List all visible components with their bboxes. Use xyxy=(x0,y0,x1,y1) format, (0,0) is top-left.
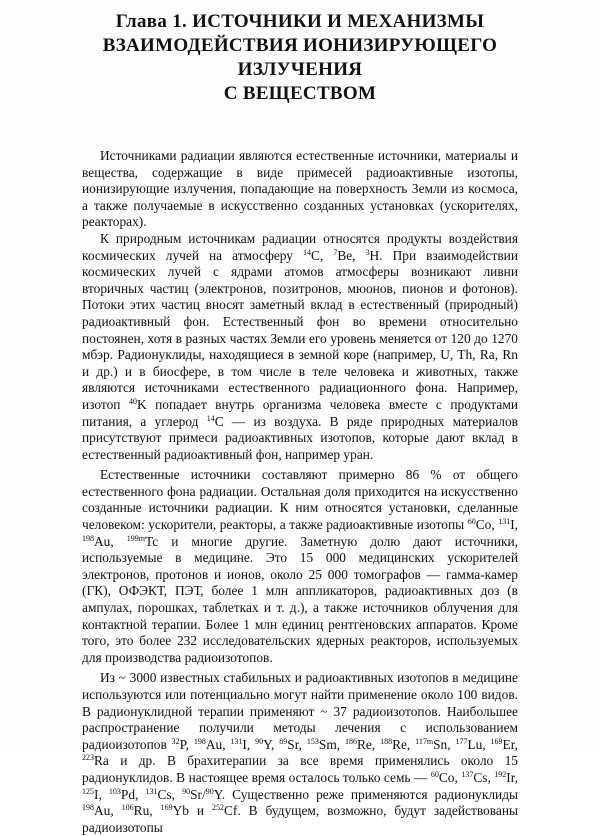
element-symbol: Y, xyxy=(263,736,280,752)
text-span: . В будущем, возможно, будут задействованы радиоизотопы xyxy=(82,803,518,835)
element-symbol: C, xyxy=(311,247,334,263)
mass-number: 131 xyxy=(498,517,511,527)
mass-number: 131 xyxy=(230,736,243,746)
element-symbol: I, xyxy=(510,517,518,533)
text-span: и др. В брахитерапии за все время применялись около 15 радионуклидов. В настоящее время осталось только семь — xyxy=(82,753,518,785)
element-symbol: Sr/ xyxy=(190,786,206,802)
mass-number: 198 xyxy=(82,533,94,543)
element-symbol: Sm, xyxy=(318,736,345,752)
mass-number: 131 xyxy=(145,786,158,796)
element-symbol: Co, xyxy=(438,769,462,785)
element-symbol: Au, xyxy=(94,533,127,549)
mass-number: 177 xyxy=(455,736,468,746)
element-symbol: Re, xyxy=(356,736,381,752)
mass-number: 3 xyxy=(365,247,370,257)
element-symbol: P, xyxy=(179,736,194,752)
element-symbol: Be, xyxy=(337,247,366,263)
element-symbol: Y xyxy=(213,786,222,802)
mass-number: 223 xyxy=(82,753,94,763)
element-symbol: I, xyxy=(94,786,109,802)
element-symbol: I, xyxy=(242,736,256,752)
element-symbol: Ra xyxy=(94,753,109,769)
mass-number: 103 xyxy=(108,786,121,796)
text-span: Естественные источники составляют примерно 86 % от общего естественного фона радиации. Остальная доля приходится на искусственно созданные источники радиации. К ним относятся установки, сделанные человеком: ускорители, реакторы, а также радиоактивные изотопы xyxy=(82,467,518,533)
chapter-title-part-1: ИСТОЧНИКИ И МЕХАНИЗМЫ xyxy=(192,11,485,32)
text-span: и многие другие. Заметную долю дают источники, используемые в медицине. Это 15 000 медицинских ускорителей электронов, протонов и ионов, около 25 000 томографов — гамма-камер (ГК), ОФЭКТ, ПЭТ, более 1 млн аппликаторов, радиоактивных доз (в ампулах, порошках, таблетках и т. д.), а также источников облучения для контактной терапии. Более 1 млн единиц рентгеновских аппаратов. Кроме того, это более 232 исследовательских ядерных реакторов, используемых для производства радиоизотопов. xyxy=(82,533,518,665)
chapter-heading xyxy=(60,10,540,106)
mass-number: 192 xyxy=(494,769,507,779)
mass-number: 90 xyxy=(182,786,191,796)
chapter-title-part-3: С ВЕЩЕСТВОМ xyxy=(223,83,377,104)
element-symbol: Pd, xyxy=(120,786,146,802)
element-symbol: Au, xyxy=(205,736,231,752)
element-symbol: Co, xyxy=(475,517,499,533)
paragraph-2 xyxy=(82,231,518,463)
element-symbol: Yb и xyxy=(172,803,212,819)
body-text xyxy=(82,148,518,836)
element-symbol: Ru, xyxy=(133,803,161,819)
paragraph-1 xyxy=(82,148,518,231)
mass-number: 198 xyxy=(82,803,94,813)
text-span: При взаимодействии космических лучей с ядрами атомов атмосферы возникают ливни вторичных частиц (электронов, позитронов, мюонов, пионов и фотонов). Потоки этих частиц вносят заметный вклад в естественный (природный) радиоактивный фон. Естественный фон во времени относительно постоянен, хотя в разных частях Земли его уровень меняется от 120 до 1270 мбэр. Радионуклиды, находящиеся в земной коре (например, U, Th, Ra, Rn и др.) и в биосфере, в том числе в теле человека и животных, также являются источниками естественного радиационного фона. Например, изотоп xyxy=(82,247,518,412)
mass-number: 60 xyxy=(430,769,439,779)
mass-number: 32 xyxy=(171,736,180,746)
text-span: К природным источникам радиации относятся продукты воздействия космических лучей на атмосферу xyxy=(82,230,518,263)
element-symbol: Re, xyxy=(392,736,416,752)
mass-number: 14 xyxy=(206,413,215,423)
element-symbol: Sr, xyxy=(287,736,307,752)
chapter-title-part-2: ВЗАИМОДЕЙСТВИЯ ИОНИЗИРУЮЩЕГО ИЗЛУЧЕНИЯ xyxy=(102,35,498,80)
mass-number: 169 xyxy=(160,803,173,813)
mass-number: 90 xyxy=(205,786,214,796)
paragraph-4 xyxy=(82,670,518,836)
element-symbol: Er, xyxy=(502,736,518,752)
mass-number: 199m xyxy=(126,533,145,543)
mass-number: 89 xyxy=(279,736,288,746)
element-symbol: Au, xyxy=(94,803,122,819)
mass-number: 90 xyxy=(255,736,264,746)
paragraph-3 xyxy=(82,467,518,666)
element-symbol: Cs, xyxy=(473,769,495,785)
mass-number: 153 xyxy=(306,736,319,746)
text-span: попадает внутрь организма человека вместе с продуктами питания, а углерод xyxy=(82,396,518,429)
element-symbol: Cs, xyxy=(157,786,183,802)
text-span: Из ~ 3000 известных стабильных и радиоактивных изотопов в медицине используются или потенциально могут найти применение около 100 видов. В радионуклидной терапии применяют ~ 37 радиоизотопов. Наибольшее распространение получили методы лечения с использованием радиоизотопов xyxy=(82,670,518,752)
element-symbol: C xyxy=(214,413,224,429)
mass-number: 7 xyxy=(333,247,338,257)
element-symbol: Lu, xyxy=(467,736,491,752)
mass-number: 198 xyxy=(193,736,206,746)
heading-line-1 xyxy=(60,10,540,34)
element-symbol: H. xyxy=(369,247,393,263)
text-span: . Существенно реже применяются радионуклиды xyxy=(221,786,519,802)
element-symbol: K xyxy=(136,396,147,412)
element-symbol: Sn, xyxy=(433,736,456,752)
mass-number: 14 xyxy=(303,247,312,257)
mass-number: 60 xyxy=(467,517,476,527)
mass-number: 125 xyxy=(82,786,94,796)
chapter-label: Глава 1. xyxy=(115,11,188,32)
mass-number: 169 xyxy=(490,736,503,746)
paragraph-1-text: Источниками радиации являются естественные источники, материалы и вещества, содержащие в виде примесей радиоактивные изотопы, ионизирующие излучения, попадающие на поверхность Земли из космоса, а также получаемые в искусственно созданных установках (ускорителях, реакторах). xyxy=(82,148,518,230)
mass-number: 106 xyxy=(121,803,134,813)
element-symbol: Cf xyxy=(223,803,238,819)
element-symbol: Tc xyxy=(145,533,159,549)
mass-number: 137 xyxy=(461,769,474,779)
mass-number: 186 xyxy=(344,736,357,746)
mass-number: 117m xyxy=(415,736,434,746)
mass-number: 40 xyxy=(128,396,137,406)
text-span: — из воздуха. В ряде природных материалов присутствуют примеси радиоактивных изотопов, которые дают вклад в естественный радиоактивный фон, например уран. xyxy=(82,413,518,462)
mass-number: 188 xyxy=(380,736,393,746)
element-symbol: Ir, xyxy=(506,769,519,785)
mass-number: 252 xyxy=(211,803,224,813)
